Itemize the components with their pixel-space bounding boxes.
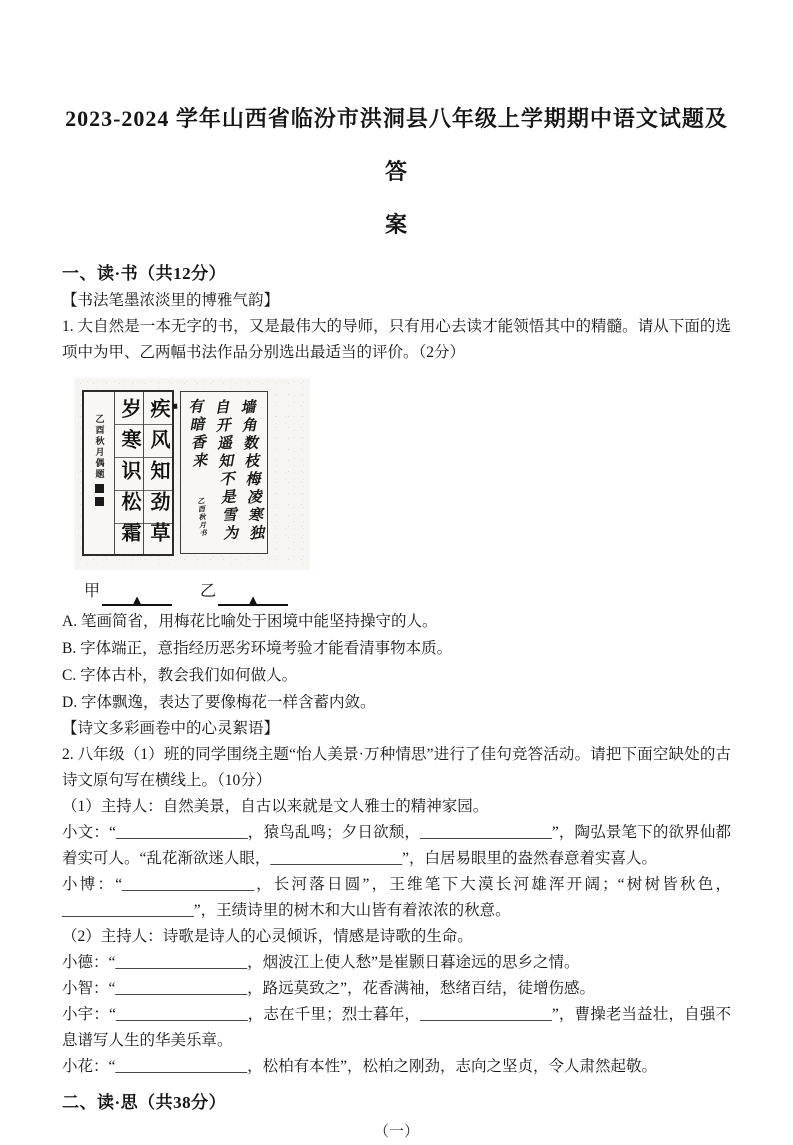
jia-seal-icon	[95, 497, 104, 506]
section-heading-reading-think: 二、读·思（共38分）	[62, 1093, 227, 1112]
jia-column-right: 疾风知劲草	[143, 392, 172, 554]
yi-triangle-mark: ▲	[246, 592, 260, 607]
option-a: A. 笔画简省，用梅花比喻处于困境中能坚持操守的人。	[62, 613, 438, 630]
document-title-line1: 2023-2024 学年山西省临汾市洪洞县八年级上学期期中语文试题及答	[65, 106, 728, 184]
yi-inscription-text: 乙酉秋月书	[196, 496, 208, 538]
calligraphy-work-jia	[82, 390, 174, 556]
jia-inscription-strip	[84, 392, 114, 554]
option-d: D. 字体飘逸，表达了要像梅花一样含蓄内敛。	[62, 694, 376, 711]
jia-column-left: 岁寒识松霜	[114, 392, 143, 554]
dialogue-xiaowen: 小文：“_________________，猿鸟乱鸣；夕日欲颓，_________________”，陶弘景笔下的欲界仙都着实可人。“乱花渐欲迷人眼，_________________”，白居易眼里的盎然春意着实喜人。	[62, 824, 731, 867]
dialogue-xiaode: 小德：“_________________，烟波江上使人愁”是崔颢日暮途远的思乡之情。	[62, 954, 580, 971]
document-title	[62, 92, 731, 251]
jia-triangle-mark: ▲	[130, 592, 144, 607]
document-title-line2: 案	[384, 212, 408, 237]
yi-column-2: 自开遥知不是雪为	[211, 398, 238, 544]
yi-column-1: 墙角数枝梅凌寒独	[237, 398, 264, 544]
calligraphy-scan-image	[74, 378, 310, 570]
dialogue-host-1: （1）主持人：自然美景，自古以来就是文人雅士的精神家园。	[62, 798, 489, 815]
calligraphy-tag-line: 【书法笔墨浓淡里的博雅气韵】	[62, 292, 280, 309]
calligraphy-work-yi	[180, 391, 268, 554]
answer-blanks-line	[84, 578, 731, 606]
question-1-text: 1. 大自然是一本无字的书，又是最伟大的导师，只有用心去读才能领悟其中的精髓。请从下面的选项中为甲、乙两幅书法作品分别选出最适当的评价。（2分）	[62, 318, 731, 361]
yi-answer-label: 乙	[200, 583, 217, 600]
section-heading-reading-book: 一、读·书（共12分）	[62, 264, 227, 283]
jia-seal-icon	[95, 484, 104, 493]
jia-inscription-text: 乙酉秋月偶题	[94, 414, 105, 480]
dialogue-xiaohua: 小花：“_________________，松柏有本性”，松柏之刚劲，志向之坚贞，令人肃然起敬。	[62, 1058, 658, 1075]
yi-column-3-text: 有暗香来	[185, 397, 207, 471]
dialogue-xiaozhi: 小智：“_________________，路远莫致之”，花香满袖，愁绪百结，徒增伤感。	[62, 980, 596, 997]
jia-answer-label: 甲	[84, 583, 101, 600]
option-c: C. 字体古朴，教会我们如何做人。	[62, 667, 298, 684]
part-one-marker: （一）	[373, 1124, 419, 1140]
yi-seal-icon	[172, 404, 177, 409]
yi-answer-blank	[218, 586, 288, 606]
option-b: B. 字体端正，意指经历恶劣环境考验才能看清事物本质。	[62, 640, 453, 657]
dialogue-xiaobo: 小博：“_________________，长河落日圆”，王维笔下大漠长河雄浑开阔；“树树皆秋色，_________________”，王绩诗里的树木和大山皆有着浓浓的秋意。	[62, 876, 731, 919]
dialogue-host-2: （2）主持人：诗歌是诗人的心灵倾诉，情感是诗歌的生命。	[62, 928, 473, 945]
poem-tag-line: 【诗文多彩画卷中的心灵絮语】	[62, 720, 280, 737]
dialogue-xiaoyu: 小宇：“_________________，志在千里；烈士暮年，_________________”，曹操老当益壮，自强不息谱写人生的华美乐章。	[62, 1006, 731, 1049]
question-2-text: 2. 八年级（1）班的同学围绕主题“怡人美景·万种情思”进行了佳句竞答活动。请把下面空缺处的古诗文原句写在横线上。（10分）	[62, 746, 731, 789]
jia-answer-blank	[102, 586, 172, 606]
